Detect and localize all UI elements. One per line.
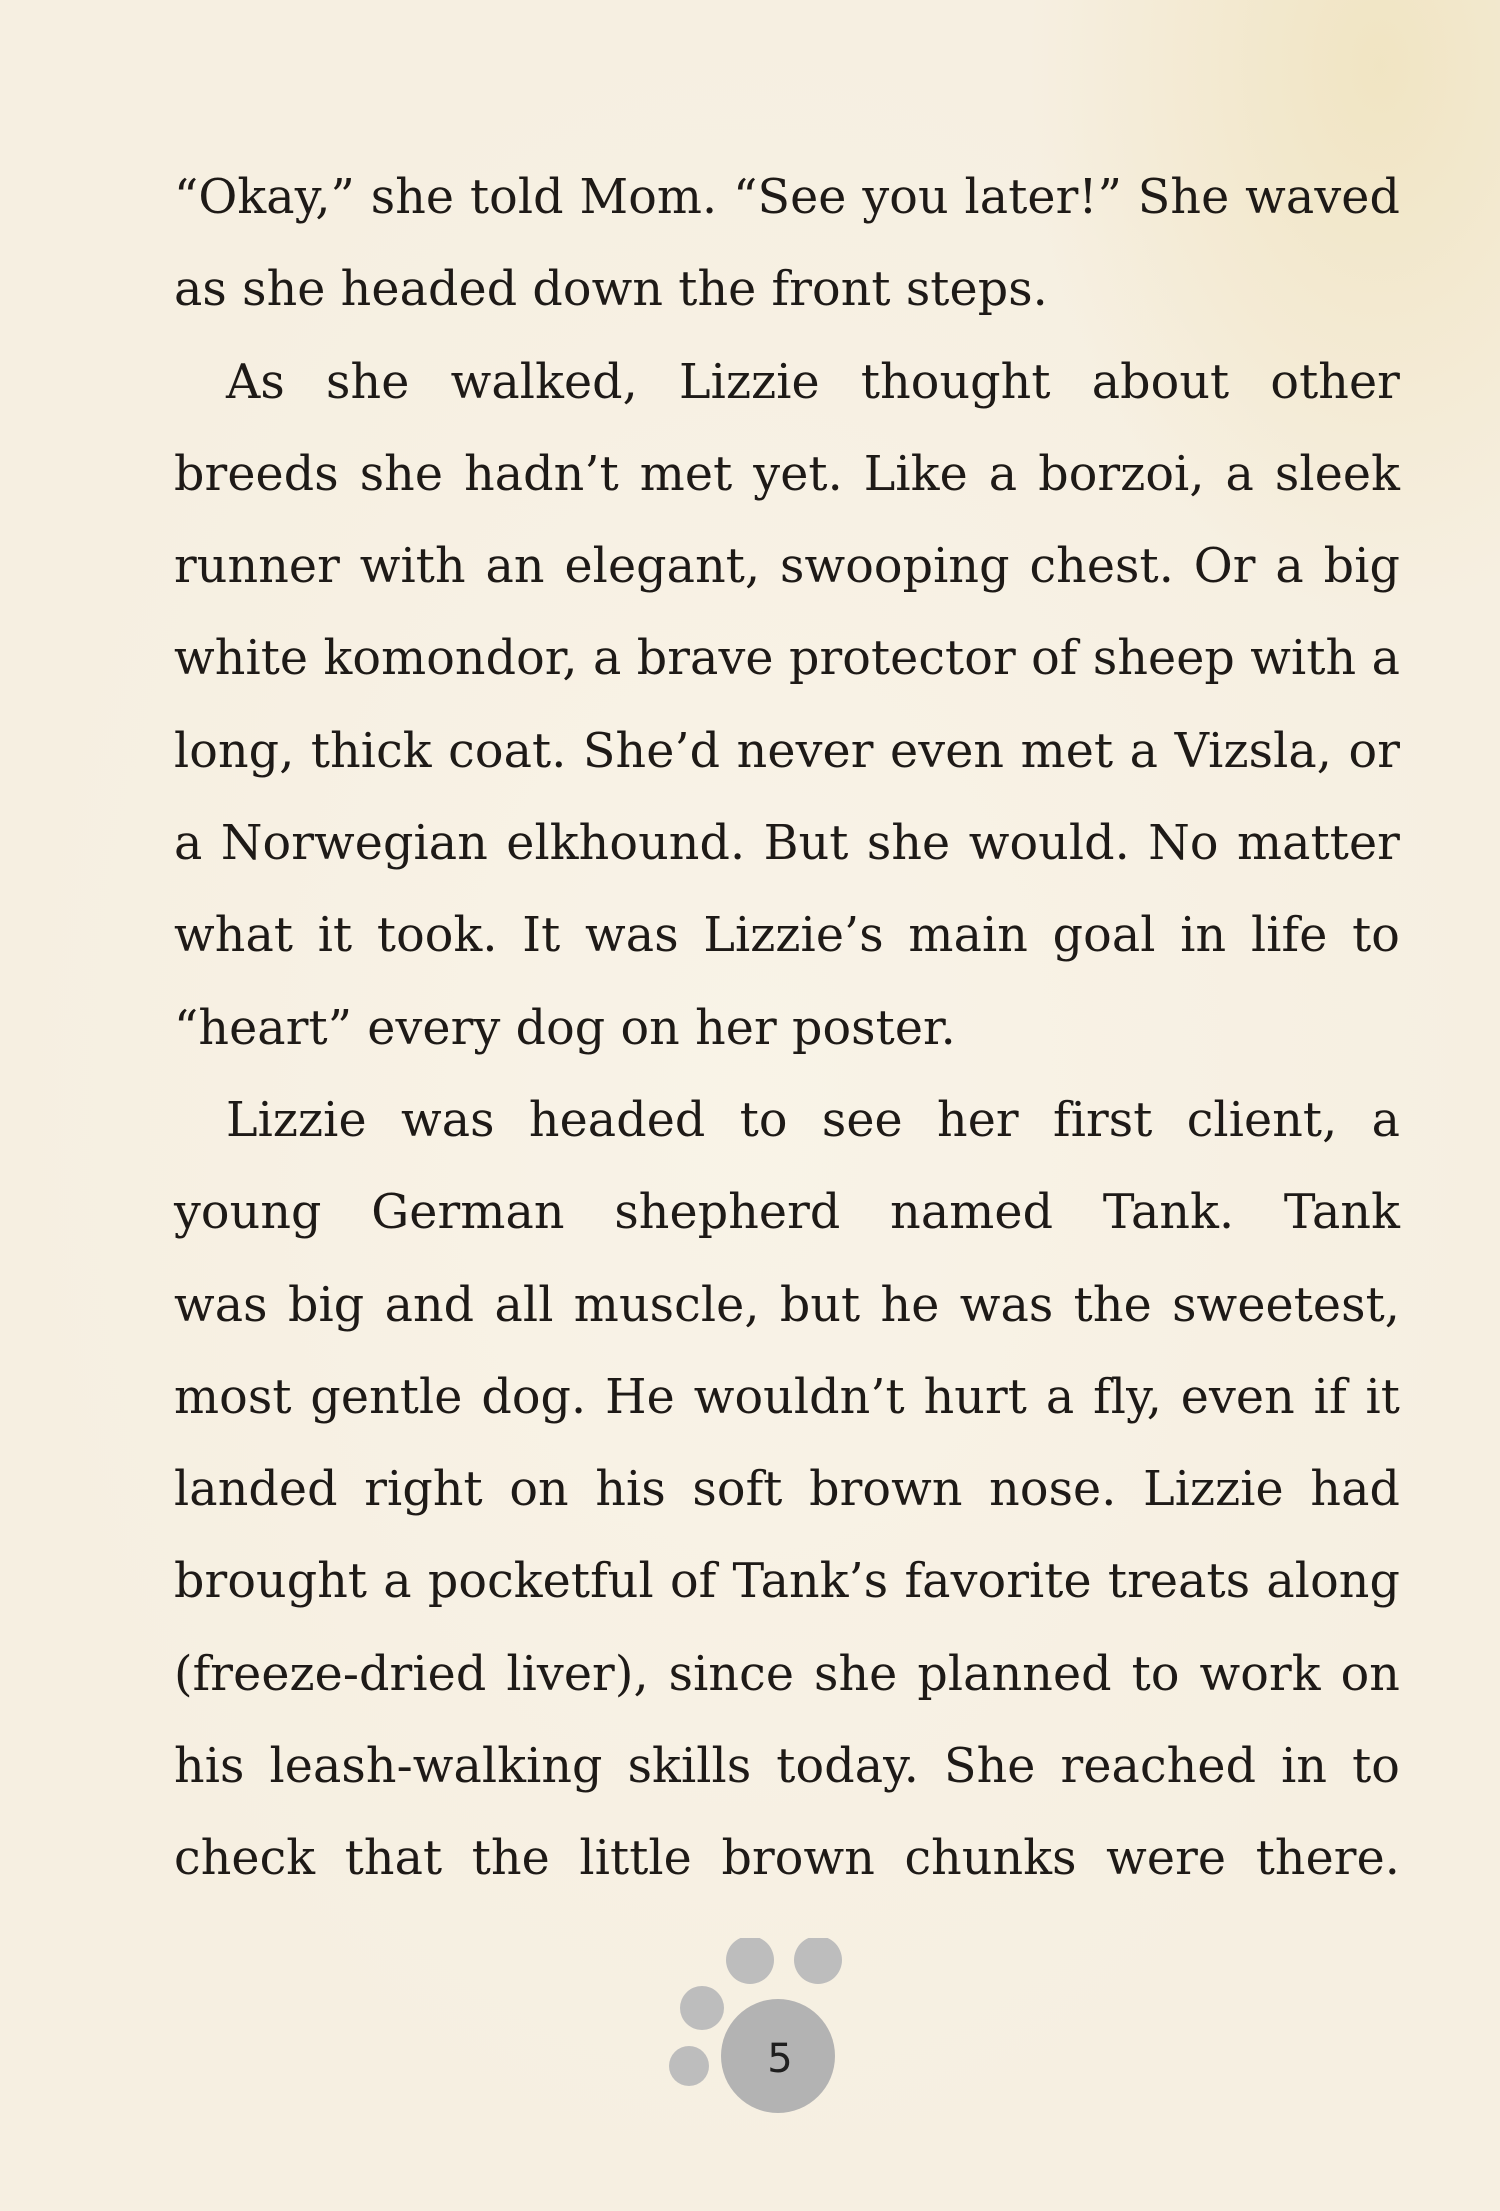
- text-line: most gentle dog. He wouldn’t hurt a fly, even if it: [174, 1369, 1400, 1425]
- text-line: what it took. It was Lizzie’s main goal in life to: [174, 908, 1400, 964]
- paw-toe-bottom-left: [669, 2046, 709, 2086]
- text-line: “Okay,” she told Mom. “See you later!” She waved: [174, 170, 1400, 225]
- text-line: breeds she hadn’t met yet. Like a borzoi, a sleek: [174, 446, 1400, 502]
- text-line: brought a pocketful of Tank’s favorite treats along: [174, 1554, 1400, 1610]
- text-line: was big and all muscle, but he was the sweetest,: [174, 1277, 1400, 1333]
- text-line: As she walked, Lizzie thought about other: [226, 354, 1400, 410]
- text-line: his leash-walking skills today. She reached in to: [174, 1739, 1400, 1795]
- page-number: 5: [767, 2036, 793, 2082]
- text-line: Lizzie was headed to see her first client, a: [226, 1092, 1400, 1148]
- text-line: “heart” every dog on her poster.: [174, 1000, 956, 1056]
- text-line: a Norwegian elkhound. But she would. No matter: [174, 816, 1400, 872]
- text-line: white komondor, a brave protector of sheep with a: [174, 631, 1400, 687]
- paw-toe-top-right: [794, 1938, 842, 1984]
- text-line: young German shepherd named Tank. Tank: [174, 1185, 1400, 1241]
- paw-toe-middle-left: [680, 1986, 724, 2030]
- paw-print-icon: [668, 1938, 848, 2118]
- text-line: landed right on his soft brown nose. Lizzie had: [174, 1462, 1400, 1518]
- paw-toe-top-left: [726, 1938, 774, 1984]
- text-line: runner with an elegant, swooping chest. Or a big: [174, 539, 1400, 595]
- text-line: check that the little brown chunks were there.: [174, 1831, 1400, 1887]
- body-text: [174, 152, 1400, 1906]
- text-line: (freeze-dried liver), since she planned to work on: [174, 1646, 1400, 1702]
- text-line: as she headed down the front steps.: [174, 262, 1048, 318]
- text-line: long, thick coat. She’d never even met a Vizsla, or: [174, 723, 1400, 779]
